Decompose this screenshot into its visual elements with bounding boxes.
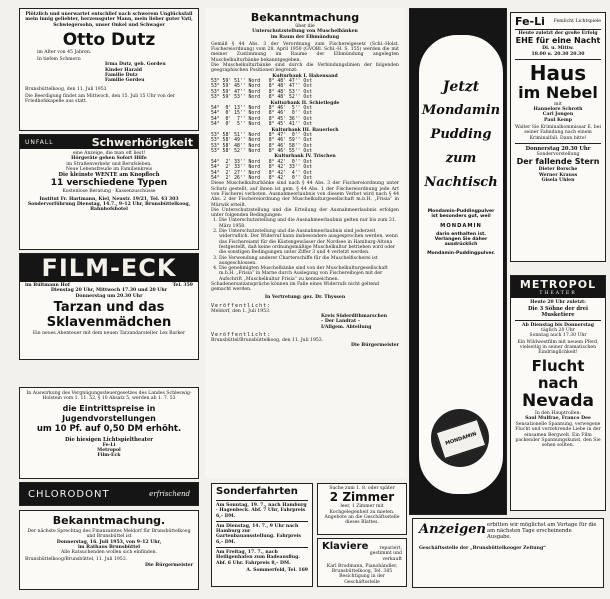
feli-text: Walter Sie Kriminalkommissar E. bei seiner Fahndung nach einem Kriminalfall. Dann bitte! [515,125,601,141]
bank-heading: Kulturbank I. Hakensand [272,73,338,79]
trip-item: Am Freitag, 17. 7., nach Heiligenhafen zum Badeausflug. Abf. 6 Uhr. Fahrpreis 8,– DM. [216,550,300,566]
metropol-show: täglich 20 Uhr [541,328,575,334]
death-notice-intro: Plötzlich und unerwartet entschlief nach schwerem Unglücksfall mein innig geliebter, herzensguter Mann, mein lieber guter Vati, Schwiegersohn, unser Onkel und Schwager [25,12,193,28]
authority: – Der Landrat – [321,319,360,325]
metropol-text: Ein Wildwestfilm mit neuem Pferd, vielseitig in seiner dramatischen Eindringlichkeit! [517,339,599,356]
coordinate-row: 54° 0' 7'' Nord 8° 45' 36'' Ost [211,116,313,122]
mourner: Familie Dutz [105,73,138,79]
mondamin-line: Nachtisch [424,175,498,190]
coordinate-row: 54° 2' 33'' Nord 8° 42' 33'' Ost [211,165,313,171]
klaviere-title: Klaviere [322,541,369,552]
feli-tag: Heute zuletzt der große Erfolg [518,31,598,36]
coordinate-tables [211,74,399,182]
coordinate-row: 54° 2' 33'' Nord 8° 42' 0'' Ost [211,159,313,165]
filmeck-desc: Ein neues Abenteuer mit dem neuen Tarzandarsteller Lex Barker [32,330,186,336]
feli-head: Fe-Li [515,15,545,28]
unfall-text: Die kleinste WENTE am Knopfloch [58,172,160,179]
tax-signature: Die hiesigen Lichtspieltheater [64,436,153,443]
unfall-types: 11 verschiedene Typen [50,178,168,189]
coordinate-row: 54° 2' 26'' Nord 8° 42' 0'' Ost [211,175,313,181]
mondamin-text: Mondamin-Puddingpulver ist besonders gut, weil [427,209,495,220]
klaviere-text: Karl Brodmann, Pianohändler, Brunsbüttelkoog, Tel. 385 [326,563,398,575]
feli-cast: Paul Kemp [544,117,572,123]
mondamin-text: darin enthalten ist. Verlangen Sie daher ausdrücklich [434,231,488,248]
finanzamt-place: im Rathaus Brunsbüttel [77,544,141,550]
coordinate-row: 54° 2' 27'' Nord 8° 42' 4'' Ost [211,170,313,176]
unfall-address: Institut Fr. Hartmann, Kiel, Neustr. 19/21, Tel. 43 303 [39,196,179,202]
muschelbank-notice [205,8,405,478]
mondamin-ad [409,8,507,515]
deceased-age: im Alter von 45 Jahren. [37,49,92,55]
death-notice-date: Brunsbüttelkoog, den 11. Juli 1953 [25,86,107,92]
theater-name: Film-Eck [97,453,121,459]
feli-movie3: Der fallende Stern [516,157,600,167]
authority: Kreis Süderdithmarschen [321,314,388,320]
chlorodont-ad [19,482,199,506]
notice-paragraph: Gemäß § 44 Abs. 3 der Verordnung zum Fischereigesetz (Schl.-Holst. Fischereiordnung) vom 28. April 1950 (GVOBl. Schl.-H. S. 155) werden die mit meiner Zustimmung im Raume der Elbmündung angelegten Muschelkulturbänke bekanntgegeben. [211,41,399,63]
feli-ad [510,12,606,262]
published-label: Veröffentlicht: [211,332,272,339]
coordinate-row: 53° 59' 53'' Nord 8° 48' 52'' Ost [211,95,313,101]
condition-item: 3. Die Verwendung anderer Charterschiffe für die Muschelfischerei ist ausgeschlossen. [219,256,399,267]
mondamin-line: Pudding [430,127,492,142]
published-sig: Die Bürgermeister [350,343,399,349]
zimmer-text: Angebote an die Geschäftsstelle dieses Blattes. [324,514,400,526]
zimmer-text: leer, 1 Zimmer mit Kochgelegenheit zu mieten. [329,504,395,515]
metropol-movie2: Nevada [522,390,594,411]
tax-increase: um 10 Pf. auf 0,50 DM erhöht. [36,423,182,434]
trip-item: Am Dienstag, 14. 7., 9 Uhr nach Hamburg zur Gartenbauausstellung. Fahrpreis 6,– DM. [216,523,301,545]
unfall-text: im Straßenverkehr und Berufsleben. [66,161,152,167]
conditions-list [211,218,399,282]
unfall-text: Neue Lebensfreude im Familienkreis [65,166,153,172]
unfall-banner-right: Schwerhörigkeit [91,135,193,149]
feli-cast: Hannelore Schroth [533,107,583,113]
zimmer-text: Suche zum 1. 8. oder später [329,486,395,491]
filmeck-ad [19,253,199,360]
coordinate-row: 53° 58' 51'' Nord 8° 47' 0'' Ost [211,132,313,138]
metropol-movie1: Die 3 Söhne der drei Musketiere [528,305,588,318]
metropol-show: Ab Dienstag bis Donnerstag [522,322,594,328]
mondamin-line: Mondamin [421,103,501,118]
condition-item: 4. Die genehmigten Muschelbänke sind von der Muschelkulturgesellschaft m.b.H. „Frisia“ in Marne durch Auslegung von Fischereibojen mit der Aufschrift „Muschelkultur Frisia“ zu kennzeichnen. [219,266,399,282]
coordinate-row: 54° 0' 13'' Nord 8° 46' 5'' Ost [211,105,313,111]
finanzamt-title: Bekanntmachung. [52,514,166,527]
unfall-text: Hörgeräte gehen Sofort Hilfe [71,156,147,162]
feli-movie1: EHE für eine Nacht [515,36,601,46]
notice-paragraph: Die Muschelkulturbänke sind durch die Verbindungslinien der folgenden geographischen Positionen begrenzt: [211,63,399,74]
metropol-show: Sonntag auch 17.30 Uhr [529,333,587,339]
condition-item: 1. Die Unterschutzstellung und die Ausnahmeerlaubnis gelten nur bis zum 31. März 1958. [219,218,399,229]
mondamin-line: zum [445,151,477,166]
feli-cast3: Werner Krauss [538,172,578,178]
feli-times-label: Di. u. Mittw. [542,46,574,52]
anzeigen-sig: Geschäftsstelle der „Brunsbüttelkooger Zeitung“ [419,546,546,552]
zimmer-ad [317,483,407,535]
notice-paragraph: Diese Muschelkulturbänke sind nach § 44 Abs. 3 der Fischereiordnung unter Schutz gestellt, auf ihnen ist gem. § 44 Abs. 1 der Fischereiordnung jede Art von Fischerei verboten. Ausnahmeerlaubnis von diesem Verbot wird nach § 44 Abs. 2 der Fischereiordnung der Muschelkulturgesellschaft m.b.H. „Frisia“ in Mürwik erteilt. [211,181,399,208]
feli-cast: Carl Jongen [542,112,574,118]
published-date: Brunsbüttel/Brunsbüttelkoog, den 11. Juli 1953. [211,338,324,344]
mourner: Kinder Harald [105,67,142,73]
finanzamt-notice [19,510,199,590]
metropol-cast: Saul Mulfrae, Franco Dee [525,415,591,421]
trip-item: Am Sonntag, 19. 7., nach Hamburg · Hagenbeck. Abf. 7 Uhr, Fahrpreis 6,– DM. [216,503,307,519]
feli-times: 18.00 u. 20.30 20.30 [531,51,585,57]
zimmer-title: 2 Zimmer [329,490,395,505]
klaviere-ad [317,538,407,587]
death-notice [19,8,199,131]
anzeigen-ad [412,518,604,588]
feli-with: mit [554,101,562,107]
bank-heading: Kulturbank IV. Trischen [274,154,336,160]
coordinate-row: 53° 59' 51'' Nord 8° 48' 47'' Ost [211,78,313,84]
condition-item: 2. Die Unterschutzstellung und die Ausnahmeerlaubnis sind jederzeit widerruflich. Der Widerruf kann insbesondere ausgesprochen werden, wenn das Fischereiamt für die Küstengewässer der Nordsee in Hamburg-Altona festgestellt, daß keine ordnungsmäßige Muschelkultur betrieben wird oder die sonstigen Bedingungen unter Ziffer 3 und 4 verletzt werden. [219,229,399,255]
unfall-text: Kostenlose Beratung · Kassenzuschüsse [62,189,156,195]
mourning-label: In tiefem Schmerz: [37,57,82,63]
mondamin-panel [419,35,503,494]
mondamin-text: Mondamin-Puddingpulver. [427,250,495,256]
feli-movie2: im Nebel [518,82,598,102]
metropol-main-roles: In den Hauptrollen: [535,410,581,416]
theater-name: Fe-Li [102,442,116,448]
coordinate-row: 53° 58' 49'' Nord 8° 46' 59'' Ost [211,138,313,144]
anzeigen-text: erbitten wir möglichst am Vortage für die am nächsten Tage erscheinende Ausgabe. [487,522,597,541]
sonderfahrten-ad [211,483,313,587]
metropol-title: METROPOL [519,278,597,291]
unfall-demo: Sondervorführung Dienstag, 14.7., 9–12 Uhr, Brunsbüttelkoog, Bahnhofshotel [27,201,191,213]
coordinate-row: 53° 59' 47'' Nord 8° 48' 53'' Ost [211,89,313,95]
sonderfahrten-title: Sonderfahrten [216,486,298,497]
metropol-show: Heute 20 Uhr zuletzt: [530,300,586,306]
filmeck-movie: Tarzan und das Sklavenmädchen [46,299,172,330]
unfall-text: eine Anzeige, die man oft liest! [72,151,146,156]
metropol-ad [510,275,606,511]
notice-signer: In Vertretung: gez. Dr. Thyssen [264,294,346,300]
finanzamt-date: Donnerstag, 16. Juli 1953, von 9–12 Uhr, [56,539,162,545]
klaviere-sub: repariert, gestimmt und verkauft [369,546,402,562]
unfall-ad [19,134,199,250]
feli-movie2: Haus [529,60,587,85]
klaviere-text: Besichtigung in der Geschäftsstelle [339,574,385,585]
notice-subtitle: im Raum der Elbmündung [270,34,340,40]
coordinate-row: 54° 0' 15'' Nord 8° 46' 0'' Ost [211,111,313,117]
deceased-name: Otto Dutz [62,29,156,50]
feli-head-full: Femlicht Lichtspiele [553,18,601,24]
published-label: Veröffentlicht: [211,302,272,309]
coordinate-table [211,79,399,101]
authority: I/Allgem. Abteilung [321,324,372,330]
filmeck-phone: Tel. 359 [172,283,193,288]
coordinate-row: 53° 59' 45'' Nord 8° 48' 47'' Ost [211,84,313,90]
theater-name: Metropol [97,447,121,453]
metropol-movie2: Flucht nach [531,356,585,392]
coordinate-row: 53° 58' 52'' Nord 8° 46' 55'' Ost [211,149,313,155]
metropol-text: Sensationelle Spannung, verwegene Flucht und verzehrende Liebe in der einsamen Bergwelt. Ein Film packender Spannungskunst, den Sie sehen sollten. [515,422,601,449]
coordinate-table [211,160,399,182]
funeral-info: Die Beerdigung findet am Mittwoch, den 15. Juli 15 Uhr von der Friedhofskapelle aus statt. [25,93,176,105]
feli-show: Donnerstag 20.30 Uhr [525,145,591,152]
feli-cast3: Dieter Borsche [538,167,578,173]
coordinate-table [211,133,399,155]
coordinate-table [211,106,399,128]
pudding-package-icon [431,409,489,467]
bank-heading: Kulturbank III. Bauerloch [271,127,339,133]
filmeck-subtitle: im Bültmann Hof [25,283,70,288]
tax-text: In Auswirkung des Vergnügungssteuergesetzes des Landes Schleswig-Holstein vom 1. 11. 52, § 10 Absatz 5, werden ab 1. 7. 53 [26,391,192,402]
notice-paragraph: Schadenersatzansprüche können im Falle eines Widerrufs nicht geltend gemacht werden. [211,282,379,293]
coordinate-row: 53° 58' 48'' Nord 8° 46' 58'' Ost [211,143,313,149]
mourner: Familie Gordeu [105,78,145,84]
feli-show-sub: Sondervorstellung [536,152,580,158]
metropol-sub: THEATER [539,291,577,296]
finanzamt-text: Der nächste Sprechtag des Finanzamtes Meldorf für Brunsbüttelkoog und Brunsbüttel ist [27,529,191,540]
coordinate-row: 54° 0' 5'' Nord 8° 45' 41'' Ost [211,122,313,128]
filmeck-shows: Dienstag 20 Uhr, Mittwoch 17.30 und 20 Uhr [50,288,168,294]
tax-notice [19,387,199,479]
published-date: Meldorf, den 1. Juli 1953. [211,308,271,314]
finanzamt-sig: Die Bürgermeister [144,562,193,568]
tax-headline: die Eintrittspreise in Jugendvorstellungen [62,403,156,423]
bank-heading: Kulturbank II. Schietlegde [270,100,340,106]
finanzamt-sig-date: Brunsbüttelkoog/Brunsbüttel, 11. Juli 1953. [25,557,128,563]
filmeck-sunday: Donnerstag um 20.30 Uhr [75,293,143,299]
chlorodont-brand: CHLORODONT [28,488,110,500]
notice-subtitle: Unterschutzstellung von Muschelbänken [252,29,358,35]
mondamin-line: Jetzt [442,79,480,95]
mondamin-brand: MONDAMIN [440,222,482,229]
mourner: Irma Dutz, geb. Gordeu [105,62,166,68]
notice-paragraph: Die Unterschutzstellung und die Erteilung der Ausnahmeerlaubnis erfolgen unter folgenden Bedingungen: [211,207,399,219]
chlorodont-slogan: erfrischend [149,490,190,498]
unfall-banner-left: UNFALL [25,138,54,146]
finanzamt-text: Alle Ratsuchenden wollen sich einfinden. [60,550,158,556]
notice-subtitle: über die [295,24,315,29]
feli-cast3: Gisela Uhlen [541,177,575,183]
package-label: MONDAMIN [444,431,478,447]
anzeigen-title: Anzeigen [419,522,486,537]
notice-title: Bekanntmachung [250,11,360,24]
sonderfahrten-company: A. Sommerfeld, Tel. 169 [246,567,308,573]
filmeck-title: FILM-ECK [41,254,177,282]
